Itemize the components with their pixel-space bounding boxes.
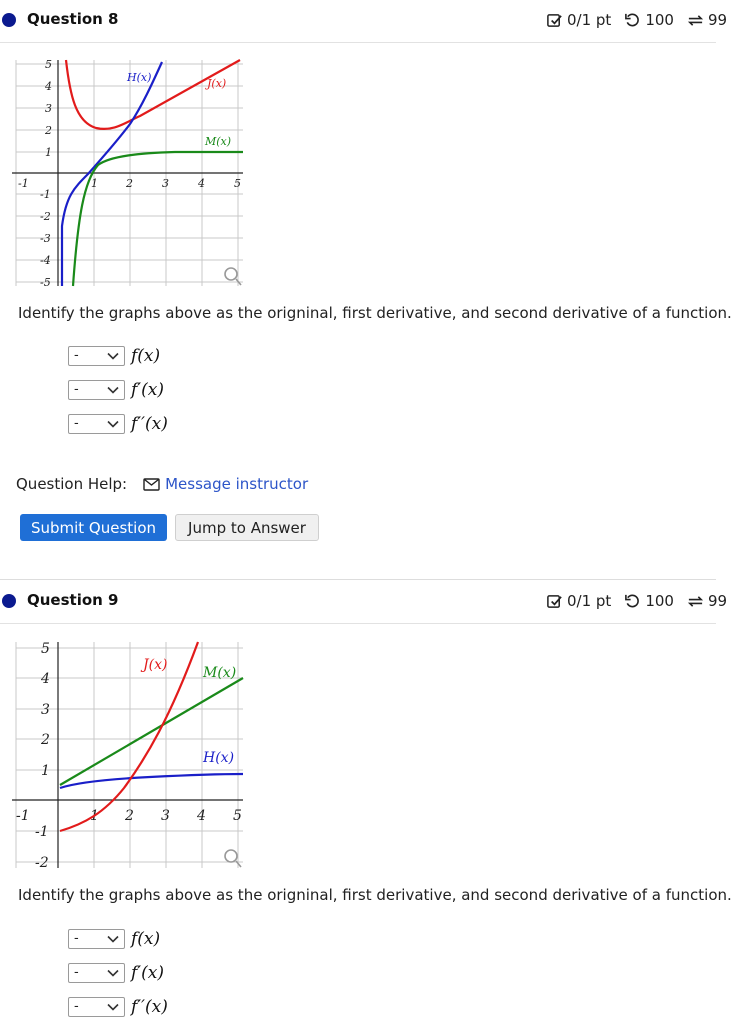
jump-to-answer-button[interactable]: Jump to Answer xyxy=(175,514,319,541)
retry-icon xyxy=(624,12,641,29)
question-divider xyxy=(0,579,716,580)
message-instructor-link[interactable]: Message instructor xyxy=(165,475,309,493)
answer-label: f′′(x) xyxy=(131,414,168,434)
select-value: - xyxy=(74,416,79,431)
curve-j xyxy=(66,60,240,129)
chevron-down-icon xyxy=(107,384,119,396)
curve-label-h: H(x) xyxy=(203,750,235,766)
question-prompt: Identify the graphs above as the origninal, first derivative, and second derivative of a function. xyxy=(18,886,732,904)
x-tick-label: 2 xyxy=(126,177,133,190)
question-status-dot xyxy=(2,13,16,27)
score-check-icon xyxy=(546,12,563,29)
graph-q9 xyxy=(0,638,250,874)
question-meta xyxy=(546,11,727,29)
envelope-icon xyxy=(143,478,160,491)
x-tick-label: 1 xyxy=(90,808,99,824)
score-check-icon xyxy=(546,593,563,610)
help-label: Question Help: xyxy=(16,475,128,493)
answer-label: f′(x) xyxy=(131,380,165,400)
curve-h xyxy=(60,774,243,788)
retry-icon xyxy=(624,593,641,610)
y-tick-label: -1 xyxy=(35,824,49,840)
y-tick-label: 5 xyxy=(45,58,52,71)
question-title: Question 9 xyxy=(27,591,119,609)
answer-select[interactable] xyxy=(68,929,125,949)
attempts-value: 99 xyxy=(707,592,728,610)
x-tick-label: 5 xyxy=(233,808,242,824)
question-status-dot xyxy=(2,594,16,608)
curve-m xyxy=(60,678,243,785)
curve-label-m: M(x) xyxy=(203,665,237,681)
question-title: Question 8 xyxy=(27,10,119,28)
y-tick-label: -2 xyxy=(40,210,51,223)
y-tick-label: 2 xyxy=(41,732,50,748)
x-tick-label: -1 xyxy=(18,177,29,190)
answer-row xyxy=(68,996,168,1018)
answer-row xyxy=(68,379,164,401)
select-value: - xyxy=(74,348,79,363)
x-tick-label: 4 xyxy=(197,808,206,824)
curve-h xyxy=(62,62,162,286)
answer-row xyxy=(68,962,164,984)
y-tick-label: 5 xyxy=(41,641,50,657)
axes xyxy=(12,60,243,286)
x-tick-label: 4 xyxy=(198,177,205,190)
chevron-down-icon xyxy=(107,350,119,362)
answer-select[interactable] xyxy=(68,414,125,434)
x-tick-label: 2 xyxy=(125,808,134,824)
answer-label: f(x) xyxy=(131,346,161,366)
question-meta xyxy=(546,592,727,610)
y-tick-label: 3 xyxy=(45,102,52,115)
y-tick-label: 1 xyxy=(41,763,50,779)
curve-label-h: H(x) xyxy=(127,71,152,84)
question-header xyxy=(0,581,728,624)
answer-select[interactable] xyxy=(68,380,125,400)
curve-label-j: J(x) xyxy=(207,77,227,90)
question-prompt: Identify the graphs above as the origninal, first derivative, and second derivative of a function. xyxy=(18,304,732,322)
select-value: - xyxy=(74,965,79,980)
graph-q8-svg xyxy=(0,56,250,290)
answer-row xyxy=(68,345,160,367)
attempts-icon xyxy=(687,593,704,610)
y-tick-label: 4 xyxy=(45,80,52,93)
y-tick-label: -4 xyxy=(40,254,51,267)
y-tick-label: 2 xyxy=(45,124,52,137)
answer-label: f(x) xyxy=(131,929,161,949)
x-tick-label: 1 xyxy=(91,177,98,190)
y-tick-label: 4 xyxy=(41,671,50,687)
score-value: 0/1 pt xyxy=(567,592,612,610)
answer-label: f′(x) xyxy=(131,963,165,983)
curve-m xyxy=(73,152,243,286)
question-header xyxy=(0,0,728,43)
y-tick-label: -3 xyxy=(40,232,51,245)
x-tick-label: 3 xyxy=(162,177,169,190)
y-tick-label: -2 xyxy=(35,855,49,871)
x-tick-label: 3 xyxy=(161,808,170,824)
score-value: 0/1 pt xyxy=(567,11,612,29)
curve-label-m: M(x) xyxy=(205,135,232,148)
answer-label: f′′(x) xyxy=(131,997,168,1017)
question-help xyxy=(16,475,308,493)
graph-q9-svg xyxy=(0,638,250,874)
curve-j xyxy=(60,642,198,831)
chevron-down-icon xyxy=(107,418,119,430)
curve-label-j: J(x) xyxy=(143,657,168,673)
select-value: - xyxy=(74,999,79,1014)
answer-select[interactable] xyxy=(68,997,125,1017)
answer-row xyxy=(68,928,160,950)
submit-question-button[interactable]: Submit Question xyxy=(20,514,167,541)
answer-row xyxy=(68,413,168,435)
zoom-icon[interactable] xyxy=(225,850,241,867)
y-tick-label: -1 xyxy=(40,188,51,201)
chevron-down-icon xyxy=(107,933,119,945)
y-tick-label: -5 xyxy=(40,276,51,289)
answer-select[interactable] xyxy=(68,346,125,366)
x-tick-label: -1 xyxy=(16,808,30,824)
chevron-down-icon xyxy=(107,1001,119,1013)
select-value: - xyxy=(74,382,79,397)
y-tick-label: 1 xyxy=(45,146,52,159)
attempts-icon xyxy=(687,12,704,29)
attempts-value: 99 xyxy=(707,11,728,29)
chevron-down-icon xyxy=(107,967,119,979)
answer-select[interactable] xyxy=(68,963,125,983)
select-value: - xyxy=(74,931,79,946)
retries-value: 100 xyxy=(645,592,674,610)
retries-value: 100 xyxy=(645,11,674,29)
graph-q8 xyxy=(0,56,250,290)
x-tick-label: 5 xyxy=(234,177,241,190)
y-tick-label: 3 xyxy=(41,702,50,718)
